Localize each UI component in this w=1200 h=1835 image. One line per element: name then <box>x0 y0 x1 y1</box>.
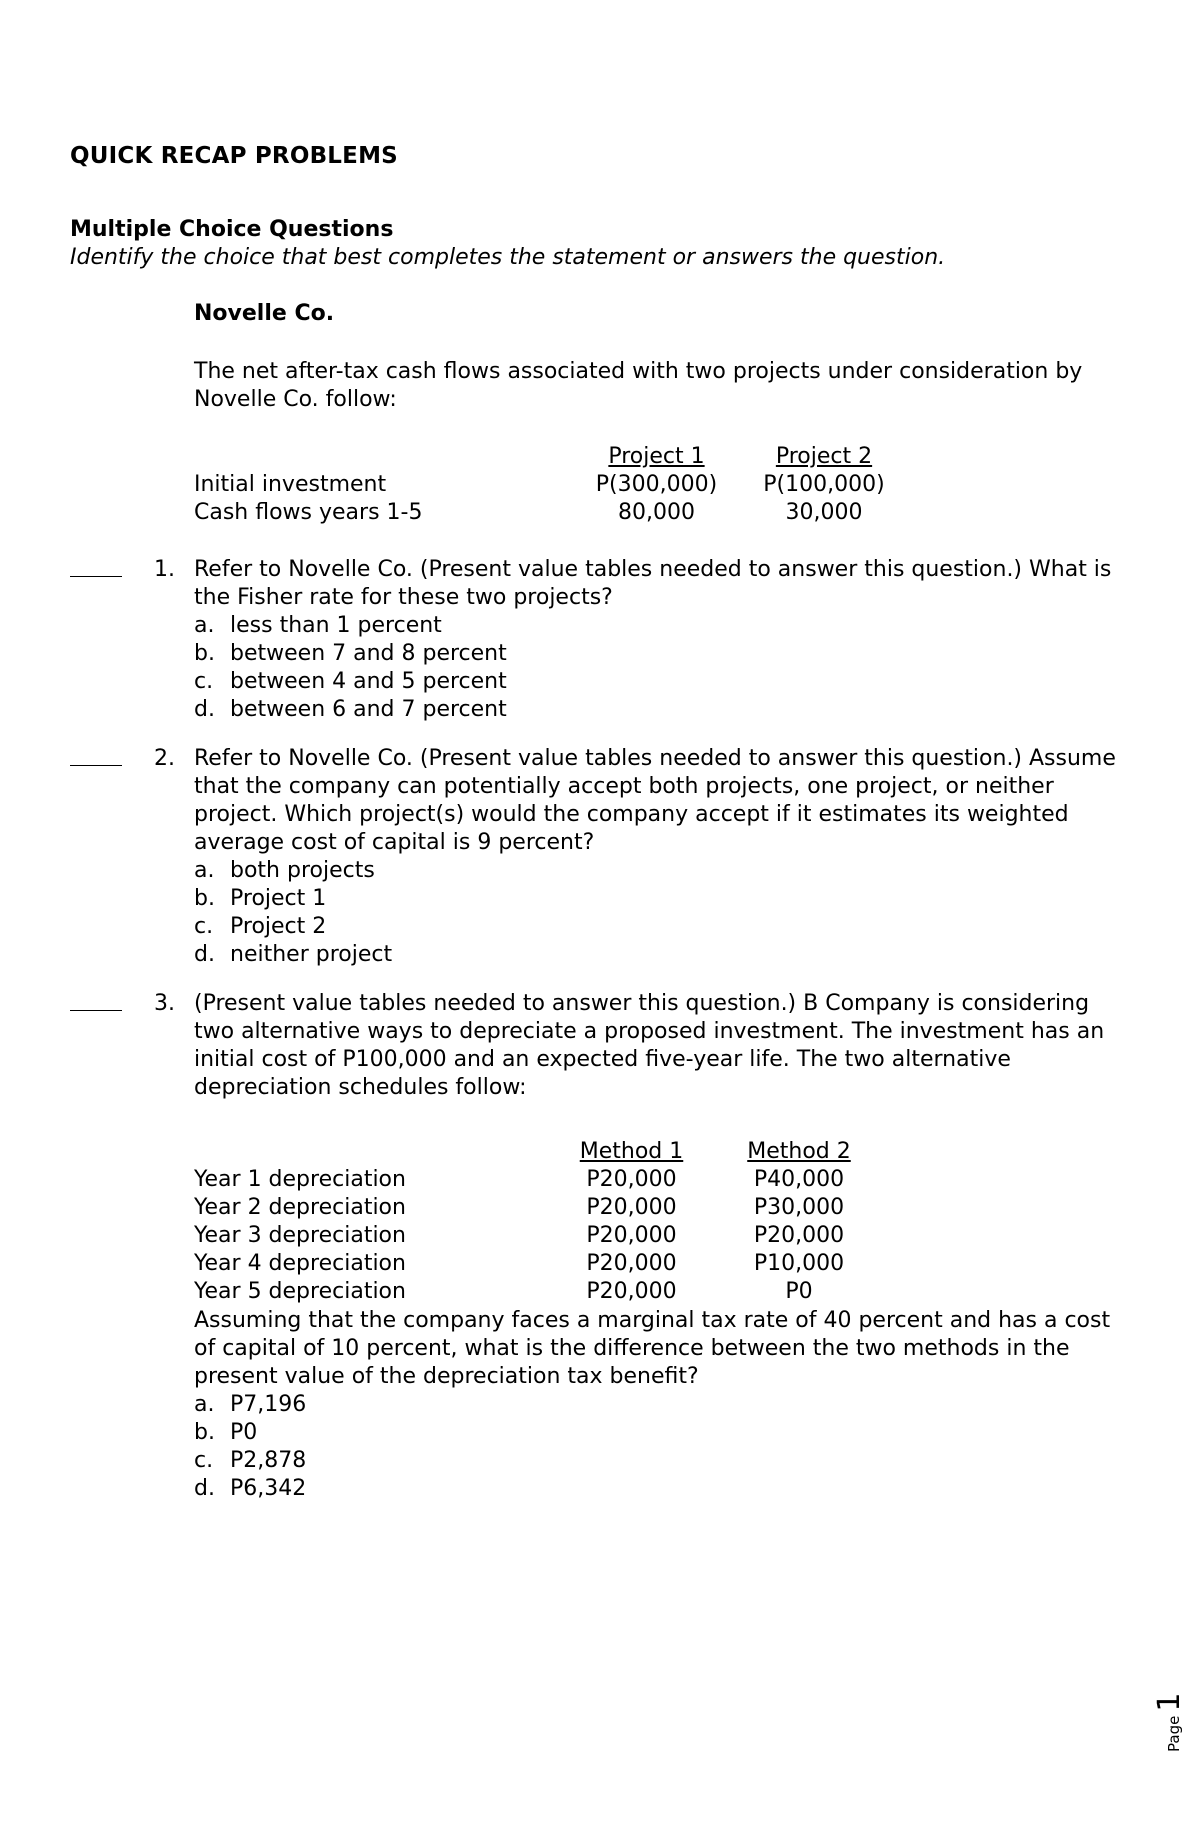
option-letter: a. <box>194 613 215 638</box>
option-text: both projects <box>230 858 375 883</box>
option-text: neither project <box>230 942 393 967</box>
table-header-cell <box>194 443 594 471</box>
option-item[interactable] <box>194 668 1134 696</box>
table-cell: P20,000 <box>586 1279 677 1304</box>
table-row <box>194 1194 904 1222</box>
table-row <box>194 499 929 527</box>
table-cell: P(100,000) <box>763 472 885 497</box>
table-row-label: Year 4 depreciation <box>194 1251 406 1276</box>
option-letter: d. <box>194 942 215 967</box>
table-header-cell: Method 2 <box>747 1139 851 1164</box>
question-number: 1. <box>154 557 175 582</box>
option-text: P7,196 <box>230 1392 307 1417</box>
table-cell: 30,000 <box>785 500 863 525</box>
table-cell: P20,000 <box>586 1223 677 1248</box>
table-row-label: Year 2 depreciation <box>194 1195 406 1220</box>
option-list <box>194 612 1134 724</box>
option-letter: c. <box>194 1448 214 1473</box>
option-text: between 7 and 8 percent <box>230 641 507 666</box>
table-cell: P40,000 <box>753 1167 845 1192</box>
option-item[interactable] <box>194 941 1134 969</box>
option-list <box>194 857 1134 969</box>
table-row <box>194 471 929 499</box>
option-item[interactable] <box>194 640 1134 668</box>
question-stem: (Present value tables needed to answer this question.) B Company is considering two alternative ways to depreciate a proposed investment. The investment has an initial cost of P100,000 and an expected five-year life. The two alternative depreciation schedules follow: <box>194 991 1105 1100</box>
table-cell: P20,000 <box>586 1195 677 1220</box>
option-text: less than 1 percent <box>230 613 442 638</box>
table-row <box>194 1278 904 1306</box>
option-letter: c. <box>194 669 214 694</box>
page-label: Page <box>1165 1715 1183 1752</box>
answer-blank[interactable] <box>70 556 122 577</box>
option-letter: a. <box>194 1392 215 1417</box>
table-row-label: Year 3 depreciation <box>194 1223 406 1248</box>
question-stem: Refer to Novelle Co. (Present value tables needed to answer this question.) Assume that the company can potentially accept both projects, one project, or neither project. Which project(s) would the company accept if it estimates its weighted average cost of capital is 9 percent? <box>194 746 1116 855</box>
question-number: 2. <box>154 746 175 771</box>
table-header-row <box>194 1138 904 1166</box>
table-cell: P10,000 <box>753 1251 845 1276</box>
option-item[interactable] <box>194 885 1134 913</box>
table-header-cell <box>194 1138 569 1166</box>
table-header-row <box>194 443 929 471</box>
table-cell: P(300,000) <box>595 472 718 497</box>
option-item[interactable] <box>194 1447 1134 1475</box>
option-text: P6,342 <box>230 1476 307 1501</box>
table-header-cell: Project 2 <box>775 444 873 469</box>
option-letter: b. <box>194 1420 215 1445</box>
option-item[interactable] <box>194 1475 1134 1503</box>
option-letter: b. <box>194 641 215 666</box>
page-digit: 1 <box>1152 1692 1187 1712</box>
option-text: Project 1 <box>230 886 327 911</box>
page-number <box>1148 1652 1188 1752</box>
option-text: Project 2 <box>230 914 327 939</box>
table-row <box>194 1250 904 1278</box>
option-item[interactable] <box>194 1419 1134 1447</box>
instructions-text: Identify the choice that best completes the statement or answers the question. <box>70 245 946 270</box>
table-row-label: Year 5 depreciation <box>194 1279 406 1304</box>
option-text: P0 <box>230 1420 258 1445</box>
option-text: between 6 and 7 percent <box>230 697 507 722</box>
table-row-label: Initial investment <box>194 472 387 497</box>
table-row-label: Cash flows years 1-5 <box>194 500 423 525</box>
option-letter: b. <box>194 886 215 911</box>
table-cell: 80,000 <box>618 500 695 525</box>
table-cell: P30,000 <box>753 1195 845 1220</box>
option-item[interactable] <box>194 913 1134 941</box>
question-number: 3. <box>154 991 175 1016</box>
table-cell: P0 <box>785 1279 813 1304</box>
question-followup-text: Assuming that the company faces a marginal tax rate of 40 percent and has a cost of capital of 10 percent, what is the difference between the two methods in the present value of the depreciation tax benefit? <box>194 1308 1111 1389</box>
option-list <box>194 1391 1134 1503</box>
depreciation-schedule-table <box>194 1138 904 1306</box>
section-heading: Multiple Choice Questions <box>70 217 394 242</box>
option-letter: d. <box>194 1476 215 1501</box>
project-cash-flow-table <box>194 443 929 527</box>
option-letter: c. <box>194 914 214 939</box>
table-row <box>194 1222 904 1250</box>
table-cell: P20,000 <box>753 1223 845 1248</box>
option-item[interactable] <box>194 1391 1134 1419</box>
option-item[interactable] <box>194 857 1134 885</box>
table-cell: P20,000 <box>586 1251 677 1276</box>
answer-blank[interactable] <box>70 745 122 766</box>
option-text: P2,878 <box>230 1448 307 1473</box>
option-item[interactable] <box>194 696 1134 724</box>
table-header-cell: Method 1 <box>579 1139 684 1164</box>
option-letter: d. <box>194 697 215 722</box>
table-row <box>194 1166 904 1194</box>
option-letter: a. <box>194 858 215 883</box>
question-stem: Refer to Novelle Co. (Present value tables needed to answer this question.) What is the Fisher rate for these two projects? <box>194 557 1112 610</box>
document-title: QUICK RECAP PROBLEMS <box>70 143 398 169</box>
table-cell: P20,000 <box>586 1167 677 1192</box>
option-text: between 4 and 5 percent <box>230 669 507 694</box>
case-title: Novelle Co. <box>194 301 335 326</box>
answer-blank[interactable] <box>70 990 122 1011</box>
table-header-cell: Project 1 <box>608 444 705 469</box>
table-row-label: Year 1 depreciation <box>194 1167 406 1192</box>
option-item[interactable] <box>194 612 1134 640</box>
question-3-followup <box>194 1307 1134 1503</box>
case-description: The net after-tax cash flows associated with two projects under consideration by Novelle Co. follow: <box>194 359 1083 412</box>
